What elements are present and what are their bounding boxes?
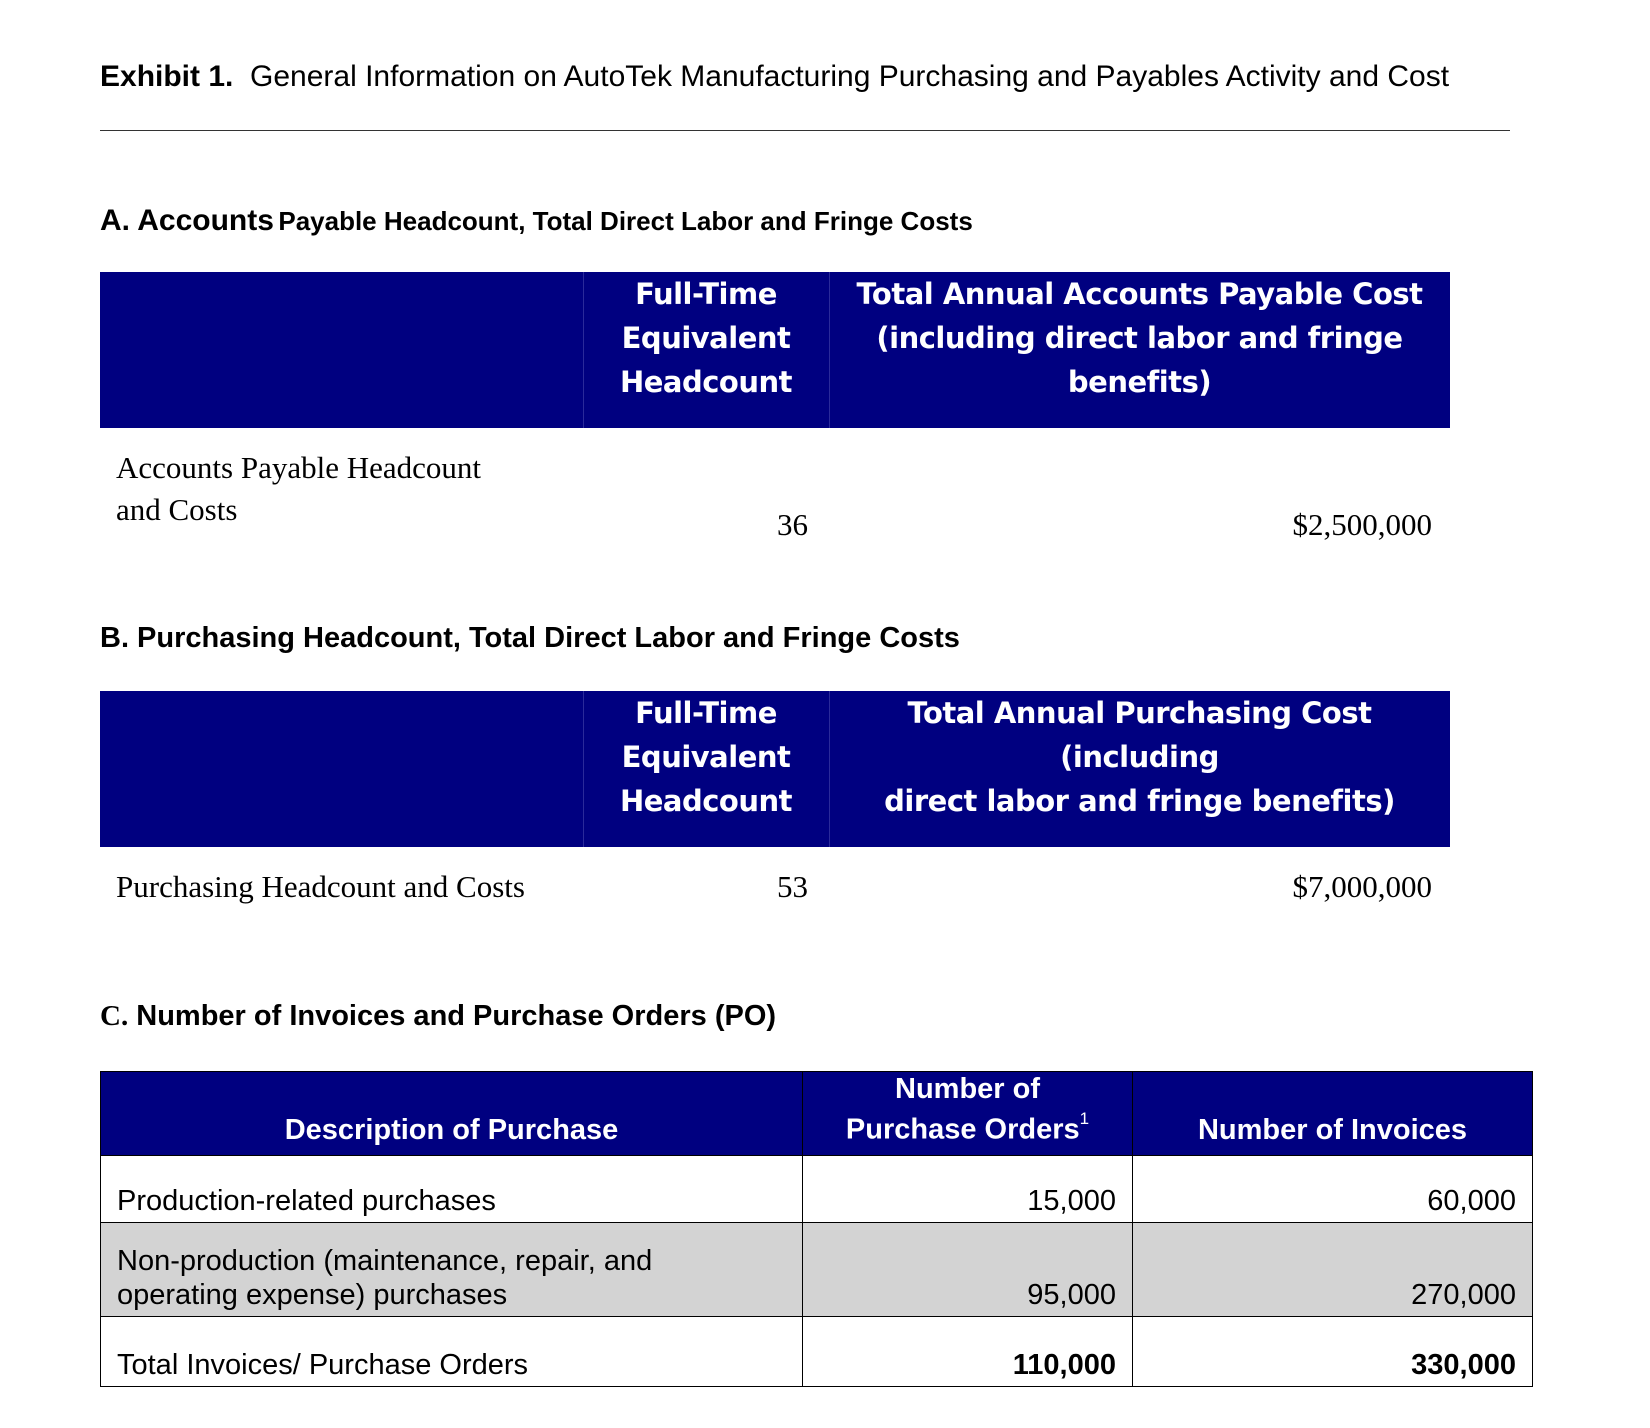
footnote-marker: 1 bbox=[1079, 1109, 1090, 1128]
header-line: (including direct labor and fringe benefits) bbox=[876, 321, 1403, 399]
purchases-table bbox=[100, 1071, 1533, 1387]
header-line: Total Annual Accounts Payable Cost bbox=[856, 277, 1423, 311]
section-b-heading: B. Purchasing Headcount, Total Direct Labor and Fringe Costs bbox=[100, 622, 960, 654]
po-total-cell: 110,000 bbox=[803, 1316, 1133, 1386]
header-line: Full-Time bbox=[635, 696, 777, 730]
header-text: Description of Purchase bbox=[284, 1113, 619, 1146]
header-line bbox=[819, 1106, 1116, 1147]
header-line: direct labor and fringe benefits) bbox=[884, 784, 1395, 818]
section-a-cost: $2,500,000 bbox=[1292, 507, 1432, 542]
invoice-total-cell: 330,000 bbox=[1133, 1316, 1533, 1386]
description-cell bbox=[101, 1316, 803, 1386]
section-b-cost: $7,000,000 bbox=[1292, 869, 1432, 904]
row-label-line: Accounts Payable Headcount bbox=[116, 450, 481, 485]
cell-text: operating expense) purchases bbox=[117, 1278, 508, 1311]
table-total-row bbox=[101, 1316, 1533, 1386]
description-header bbox=[101, 1072, 803, 1156]
section-a-header-band bbox=[100, 272, 1450, 428]
section-a-row-label bbox=[116, 447, 481, 531]
section-a-cost-header bbox=[829, 272, 1450, 404]
section-a-heading-rest: Payable Headcount, Total Direct Labor and Fringe Costs bbox=[278, 206, 973, 236]
table-row bbox=[101, 1155, 1533, 1222]
description-cell bbox=[101, 1222, 803, 1316]
po-count-cell: 15,000 bbox=[803, 1155, 1133, 1222]
header-line: Equivalent bbox=[621, 740, 791, 774]
section-b-row-label: Purchasing Headcount and Costs bbox=[116, 869, 525, 904]
section-c-heading-rest: Number of Invoices and Purchase Orders (PO) bbox=[136, 1000, 777, 1032]
section-a-fte-header bbox=[583, 272, 829, 404]
exhibit-title bbox=[100, 60, 1449, 94]
po-count-header bbox=[803, 1072, 1133, 1156]
header-line: Full-Time bbox=[635, 277, 777, 311]
section-b-headcount: 53 bbox=[777, 869, 808, 904]
section-c-heading bbox=[100, 1000, 776, 1033]
header-line: Total Annual Purchasing Cost (including bbox=[907, 696, 1372, 774]
invoice-count-header bbox=[1133, 1072, 1533, 1156]
table-header-row bbox=[101, 1072, 1533, 1156]
section-b-header-band bbox=[100, 691, 1450, 847]
section-a-heading-lead: A. Accounts bbox=[100, 204, 274, 237]
exhibit-label: Exhibit 1. bbox=[100, 60, 234, 93]
cell-text: Production-related purchases bbox=[117, 1184, 496, 1217]
row-label-line: and Costs bbox=[116, 492, 238, 527]
title-divider bbox=[100, 130, 1510, 131]
header-text: Purchase Orders bbox=[845, 1113, 1080, 1146]
cell-text: Total Invoices/ Purchase Orders bbox=[117, 1348, 529, 1381]
section-b-cost-header bbox=[829, 691, 1450, 823]
cell-text: Non-production (maintenance, repair, and bbox=[117, 1244, 653, 1277]
invoice-count-cell: 270,000 bbox=[1133, 1222, 1533, 1316]
header-line: Number of bbox=[895, 1073, 1040, 1105]
description-cell bbox=[101, 1155, 803, 1222]
section-b-fte-header bbox=[583, 691, 829, 823]
po-count-cell: 95,000 bbox=[803, 1222, 1133, 1316]
header-text: Number of Invoices bbox=[1197, 1113, 1468, 1146]
header-line: Headcount bbox=[619, 784, 793, 818]
header-line: Headcount bbox=[619, 365, 793, 399]
invoice-count-cell: 60,000 bbox=[1133, 1155, 1533, 1222]
table-row bbox=[101, 1222, 1533, 1316]
section-a-headcount: 36 bbox=[777, 507, 808, 542]
section-a-heading bbox=[100, 204, 973, 238]
section-c-heading-lead: C. bbox=[100, 1000, 129, 1032]
header-line: Equivalent bbox=[621, 321, 791, 355]
exhibit-title-text: General Information on AutoTek Manufacturing Purchasing and Payables Activity and Cost bbox=[250, 60, 1450, 93]
